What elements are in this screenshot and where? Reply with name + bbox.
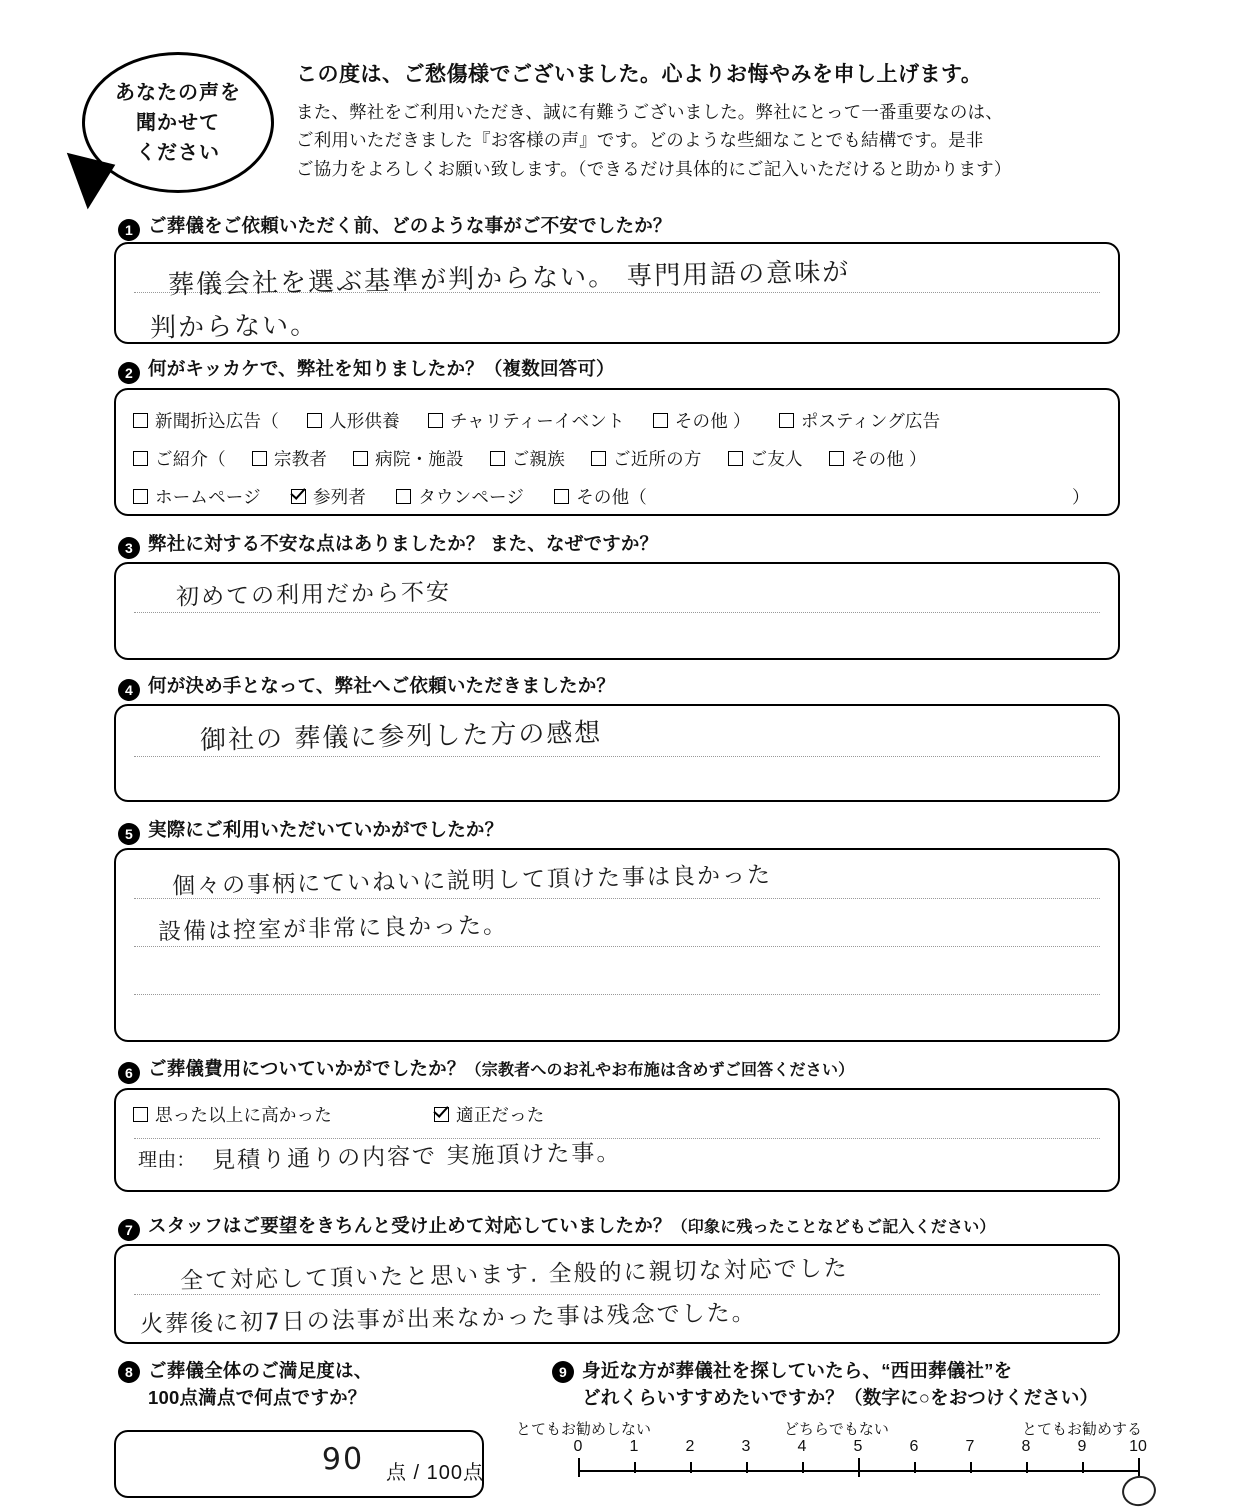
checkbox-hospital-facility[interactable]: 病院・施設 — [353, 449, 464, 469]
question-6-heading — [118, 1055, 854, 1081]
checkbox-icon — [554, 489, 569, 504]
scale-tick-2[interactable] — [690, 1462, 692, 1473]
scale-number-10[interactable]: 10 — [1129, 1438, 1147, 1455]
checkbox-religious-person[interactable]: 宗教者 — [252, 449, 327, 469]
question-3-number: 3 — [118, 537, 140, 559]
question-4-number: 4 — [118, 679, 140, 701]
scale-tick-7[interactable] — [970, 1462, 972, 1473]
scale-number-9[interactable]: 9 — [1077, 1438, 1087, 1455]
scale-selected-circle-mark — [1119, 1473, 1158, 1509]
checkbox-icon — [829, 451, 844, 466]
checkbox-checked-icon — [434, 1107, 449, 1122]
checkbox-icon — [307, 413, 322, 428]
speech-bubble-tail-icon — [55, 153, 116, 214]
question-7-suffix: （印象に残ったことなどもご記入ください） — [671, 1219, 996, 1236]
question-6-option-appropriate[interactable]: 適正だった — [434, 1102, 545, 1127]
scale-tick-5[interactable] — [858, 1458, 860, 1477]
checkbox-icon — [490, 451, 505, 466]
checkbox-icon — [133, 451, 148, 466]
rule — [134, 756, 1100, 757]
question-9-number: 9 — [552, 1361, 574, 1383]
scale-number-6[interactable]: 6 — [909, 1438, 919, 1455]
question-6-text: ご葬儀費用についていかがでしたか？ — [148, 1058, 466, 1079]
header-title: この度は、ご愁傷様でございました。心よりお悔やみを申し上げます。 — [296, 63, 983, 86]
question-1-number: 1 — [118, 219, 140, 241]
scale-number-2[interactable]: 2 — [685, 1438, 695, 1455]
question-8-line-1: ご葬儀全体のご満足度は、 — [148, 1360, 373, 1381]
question-1-text: ご葬儀をご依頼いただく前、どのような事がご不安でしたか？ — [148, 215, 672, 236]
question-3-text: 弊社に対する不安な点はありましたか？ また、なぜですか？ — [148, 533, 659, 554]
checkbox-other-3[interactable]: その他（ — [554, 487, 647, 507]
checkbox-icon — [728, 451, 743, 466]
checkbox-homepage[interactable]: ホームページ — [133, 487, 261, 507]
scale-tick-3[interactable] — [746, 1462, 748, 1473]
scale-tick-10[interactable] — [1138, 1458, 1140, 1477]
checkbox-icon — [779, 413, 794, 428]
question-2-row-1 — [133, 408, 940, 433]
scale-tick-6[interactable] — [914, 1462, 916, 1473]
checkbox-other-1[interactable]: その他 ） — [653, 411, 751, 431]
checkbox-checked-icon — [291, 489, 306, 504]
header-text — [296, 58, 1196, 183]
question-8-score-unit: 点 / 100点 — [386, 1462, 485, 1484]
rule — [134, 946, 1100, 947]
scale-tick-9[interactable] — [1082, 1462, 1084, 1473]
question-5-number: 5 — [118, 823, 140, 845]
checkbox-icon — [252, 451, 267, 466]
scale-label-center: どちらでもない — [784, 1421, 889, 1438]
question-2-heading — [118, 355, 615, 381]
question-7-text: スタッフはご要望をきちんと受け止めて対応していましたか？ — [148, 1215, 672, 1236]
question-2-other-close-paren: ） — [1072, 487, 1090, 507]
question-6-option-expensive[interactable]: 思った以上に高かった — [133, 1102, 332, 1127]
question-6-number: 6 — [118, 1062, 140, 1084]
rule — [134, 994, 1100, 995]
checkbox-charity-event[interactable]: チャリティーイベント — [428, 411, 625, 431]
scale-number-3[interactable]: 3 — [741, 1438, 751, 1455]
question-7-answer-line-2: 火葬後に初7日の法事が出来なかった事は残念でした。 — [139, 1300, 757, 1338]
question-3-answer-line-1: 初めての利用だから不安 — [175, 579, 452, 611]
question-9-heading — [552, 1358, 1098, 1412]
question-4-answer-line-1: 御社の 葬儀に参列した方の感想 — [199, 718, 603, 756]
scale-number-5[interactable]: 5 — [853, 1438, 863, 1455]
checkbox-icon — [396, 489, 411, 504]
rule — [134, 612, 1100, 613]
question-9-line-1: 身近な方が葬儀社を探していたら、“西田葬儀社”を — [582, 1360, 1013, 1381]
bubble-line-2: 聞かせて — [136, 111, 220, 134]
question-7-number: 7 — [118, 1219, 140, 1241]
scale-tick-0[interactable] — [578, 1458, 580, 1477]
question-5-text: 実際にご利用いただいていかがでしたか？ — [148, 819, 504, 840]
scale-tick-4[interactable] — [802, 1462, 804, 1473]
checkbox-icon — [591, 451, 606, 466]
checkbox-icon — [133, 1107, 148, 1122]
scale-number-1[interactable]: 1 — [629, 1438, 639, 1455]
question-2-number: 2 — [118, 362, 140, 384]
checkbox-other-2[interactable]: その他 ） — [829, 449, 927, 469]
checkbox-icon — [653, 413, 668, 428]
checkbox-relatives[interactable]: ご親族 — [490, 449, 565, 469]
checkbox-friend[interactable]: ご友人 — [728, 449, 803, 469]
bubble-line-1: あなたの声を — [115, 81, 241, 104]
question-8-line-2: 100点満点で何点ですか？ — [148, 1386, 367, 1408]
question-7-answer-line-1: 全て対応して頂いたと思います. 全般的に親切な対応でした — [179, 1255, 849, 1295]
question-8-heading — [118, 1358, 372, 1412]
header — [0, 30, 1234, 210]
checkbox-icon — [133, 489, 148, 504]
scale-number-0[interactable]: 0 — [573, 1438, 583, 1455]
rule — [134, 1294, 1100, 1295]
checkbox-doll-memorial[interactable]: 人形供養 — [307, 411, 400, 431]
question-2-text: 何がキッカケで、弊社を知りましたか？（複数回答可） — [148, 358, 615, 379]
checkbox-icon — [353, 451, 368, 466]
question-2-row-3 — [133, 484, 647, 509]
question-3-heading — [118, 530, 658, 556]
checkbox-townpage[interactable]: タウンページ — [396, 487, 524, 507]
checkbox-icon — [428, 413, 443, 428]
checkbox-posting-ad[interactable]: ポスティング広告 — [779, 411, 941, 431]
bubble-line-3: ください — [136, 141, 220, 164]
checkbox-newspaper-insert[interactable]: 新聞折込広告（ — [133, 411, 279, 431]
question-9-scale — [516, 1418, 1176, 1498]
checkbox-neighbor[interactable]: ご近所の方 — [591, 449, 702, 469]
question-6-reason-label: 理由： — [138, 1150, 196, 1171]
scale-number-4[interactable]: 4 — [797, 1438, 807, 1455]
header-body-line-1: また、弊社をご利用いただき、誠に有難うございました。弊社にとって一番重要なのは、 — [296, 102, 1003, 122]
question-1-answer-line-2: 判からない。 — [149, 310, 319, 344]
question-6-suffix: （宗教者へのお礼やお布施は含めずご回答ください） — [465, 1062, 855, 1079]
scale-tick-8[interactable] — [1026, 1462, 1028, 1473]
scale-number-7[interactable]: 7 — [965, 1438, 975, 1455]
question-9-line-2: どれくらいすすめたいですか？（数字に○をおつけください） — [582, 1386, 1099, 1408]
scale-number-8[interactable]: 8 — [1021, 1438, 1031, 1455]
scale-tick-1[interactable] — [634, 1462, 636, 1473]
question-4-heading — [118, 672, 615, 698]
header-body-line-3: ご協力をよろしくお願い致します。（できるだけ具体的にご記入いただけると助かります） — [296, 158, 1012, 179]
question-1-heading — [118, 212, 672, 238]
checkbox-referral[interactable]: ご紹介（ — [133, 449, 226, 469]
checkbox-icon — [133, 413, 148, 428]
question-7-heading — [118, 1212, 996, 1238]
question-2-row-2 — [133, 446, 927, 471]
question-5-answer-line-1: 個々の事柄にていねいに説明して頂けた事は良かった — [171, 862, 773, 900]
question-8-number: 8 — [118, 1361, 140, 1383]
question-8-score-value: 90 — [321, 1441, 365, 1478]
question-6-reason-text: 見積り通りの内容で 実施頂けた事。 — [211, 1140, 622, 1174]
scale-label-right: とてもお勧めする — [1022, 1421, 1143, 1438]
question-5-heading — [118, 816, 503, 842]
checkbox-attendee[interactable]: 参列者 — [291, 487, 366, 507]
header-body-line-2: ご利用いただきました『お客様の声』です。どのような些細なことでも結構です。是非 — [296, 130, 984, 151]
question-1-answer-line-1: 葬儀会社を選ぶ基準が判からない。 専門用語の意味が — [167, 257, 851, 301]
scale-label-left: とてもお勧めしない — [516, 1421, 652, 1438]
question-5-answer-line-2: 設備は控室が非常に良かった。 — [157, 912, 509, 946]
question-4-text: 何が決め手となって、弊社へご依頼いただきましたか？ — [148, 675, 616, 696]
